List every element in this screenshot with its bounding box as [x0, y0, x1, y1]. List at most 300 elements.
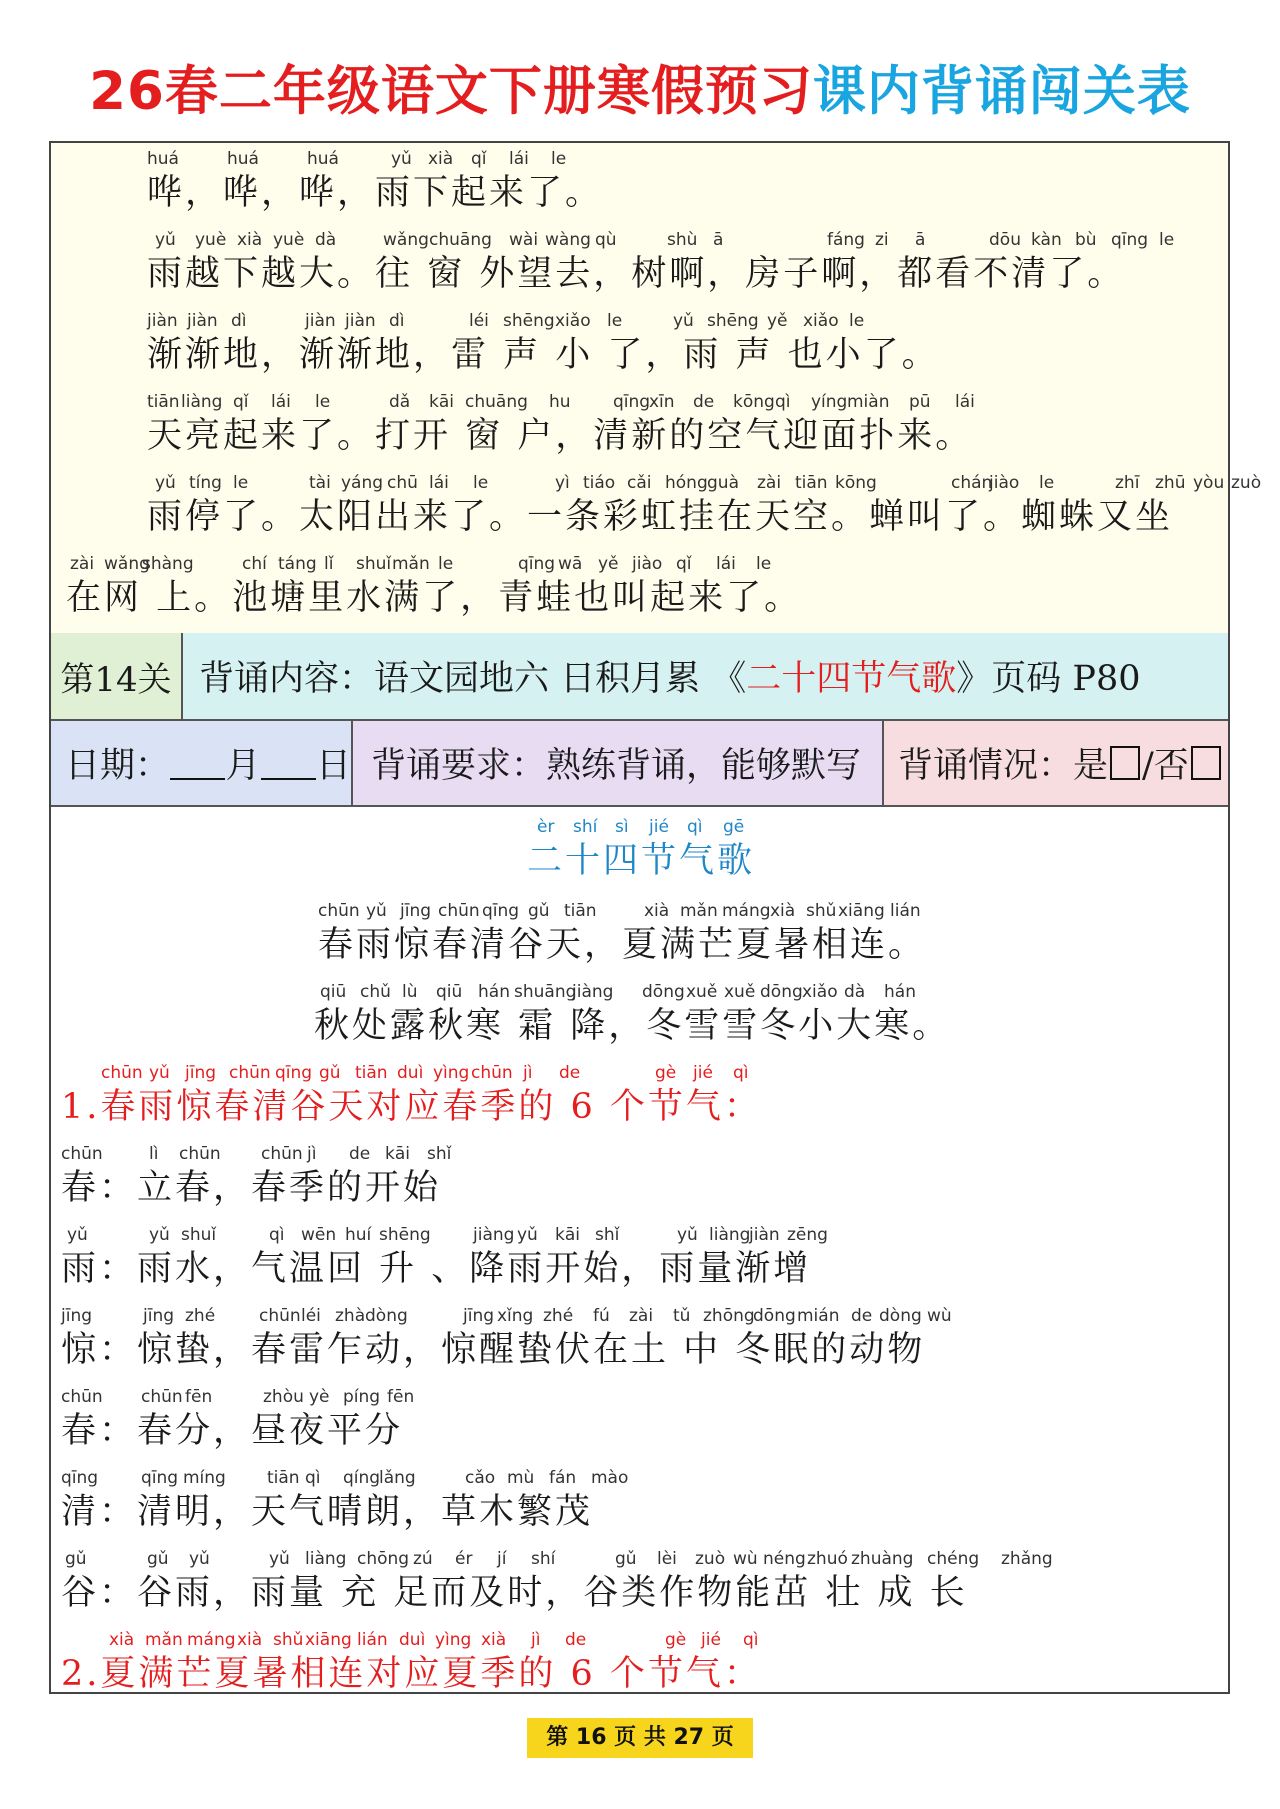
- pinyin: chūn: [229, 1063, 271, 1083]
- pinyin: zhòu: [263, 1387, 304, 1407]
- pinyin: liàng: [305, 1549, 347, 1569]
- pinyin: gǔ: [528, 901, 550, 921]
- pinyin: xuě: [724, 982, 756, 1002]
- pinyin: gē: [723, 817, 745, 837]
- pinyin: dōng: [760, 982, 803, 1002]
- pinyin: mào: [591, 1468, 629, 1488]
- pinyin: xiǎo: [802, 982, 838, 1002]
- pinyin: jí: [497, 1549, 507, 1569]
- song-title-highlight: 二十四节气歌: [746, 659, 957, 699]
- pinyin: hán: [478, 982, 510, 1002]
- pinyin: máng: [187, 1630, 236, 1650]
- day-blank[interactable]: [261, 746, 316, 780]
- pinyin: dì: [231, 311, 247, 331]
- pinyin: yíng: [811, 392, 848, 412]
- pinyin: zài: [629, 1306, 654, 1326]
- pinyin: duì: [397, 1063, 424, 1083]
- pinyin: táng: [278, 554, 317, 574]
- pinyin: yǔ: [366, 901, 387, 921]
- pinyin: chūn: [141, 1387, 183, 1407]
- pinyin: qù: [595, 230, 617, 250]
- pinyin-row: [318, 901, 1280, 923]
- pinyin: zhōng: [703, 1306, 755, 1326]
- pinyin: yè: [309, 1387, 330, 1407]
- pinyin: qì: [775, 392, 791, 412]
- pinyin: jì: [307, 1144, 317, 1164]
- pinyin-row: [147, 149, 1280, 171]
- pinyin: xià: [644, 901, 670, 921]
- pinyin: yáng: [341, 473, 384, 493]
- pinyin: xiǎo: [803, 311, 839, 331]
- pinyin: ā: [915, 230, 926, 250]
- pinyin: le: [438, 554, 454, 574]
- pinyin: xuě: [686, 982, 718, 1002]
- pinyin: shí: [531, 1549, 556, 1569]
- pinyin: lái: [955, 392, 975, 412]
- pinyin: tiān: [267, 1468, 300, 1488]
- pinyin: xīn: [649, 392, 675, 412]
- pinyin: jiàn: [147, 311, 178, 331]
- pinyin: huá: [307, 149, 339, 169]
- recitation-frame: [49, 141, 1262, 1694]
- pinyin: xià: [428, 149, 454, 169]
- pinyin: wù: [733, 1549, 758, 1569]
- pinyin: sì: [615, 817, 629, 837]
- pinyin: lái: [716, 554, 736, 574]
- pinyin: jiàng: [473, 1225, 515, 1245]
- pinyin: cǎo: [465, 1468, 496, 1488]
- status-separator: /否: [1142, 746, 1189, 786]
- pinyin: lái: [271, 392, 291, 412]
- pinyin: chūn: [438, 901, 480, 921]
- yes-checkbox[interactable]: [1110, 746, 1140, 780]
- pinyin: kāi: [385, 1144, 410, 1164]
- pinyin: liàng: [709, 1225, 751, 1245]
- pinyin: shēng: [503, 311, 555, 331]
- pinyin: jiàng: [572, 982, 614, 1002]
- pinyin: xiǎo: [555, 311, 591, 331]
- pinyin: hu: [549, 392, 571, 412]
- pinyin: shù: [667, 230, 698, 250]
- pinyin: léi: [469, 311, 489, 331]
- recite-requirement: 背诵要求：熟练背诵，能够默写: [353, 721, 884, 805]
- pinyin: le: [1039, 473, 1055, 493]
- pinyin: qǐ: [233, 392, 249, 412]
- pinyin: qīng: [61, 1468, 99, 1488]
- pinyin: shàng: [142, 554, 194, 574]
- passage-section: [51, 143, 1262, 635]
- pinyin-row: [61, 1630, 1211, 1652]
- pinyin: jiàn: [305, 311, 336, 331]
- pinyin: lián: [890, 901, 921, 921]
- pinyin: dì: [389, 311, 405, 331]
- pinyin: le: [473, 473, 489, 493]
- pinyin: chūn: [179, 1144, 221, 1164]
- month-blank[interactable]: [170, 746, 225, 780]
- pinyin: yǔ: [391, 149, 412, 169]
- pinyin: jīng: [61, 1306, 93, 1326]
- pinyin: shǔ: [273, 1630, 304, 1650]
- pinyin: dòng: [365, 1306, 408, 1326]
- page-number: 第 16 页 共 27 页: [527, 1718, 753, 1758]
- pinyin: tiān: [795, 473, 828, 493]
- pinyin: mǎn: [392, 554, 430, 574]
- pinyin: huá: [227, 149, 259, 169]
- pinyin: fáng: [827, 230, 865, 250]
- date-field[interactable]: [51, 721, 353, 805]
- pinyin: léi: [301, 1306, 321, 1326]
- pinyin: yǔ: [155, 473, 176, 493]
- pinyin: jié: [649, 817, 669, 837]
- pinyin: le: [849, 311, 865, 331]
- pinyin: qīng: [482, 901, 520, 921]
- note-heading-text: 2.夏满芒夏暑相连对应夏季的 6 个节气：: [61, 1654, 762, 1694]
- passage-text: 雨越下越大。往 窗 外望去，树啊，房子啊，都看不清了。: [147, 254, 1126, 294]
- pinyin: jiào: [632, 554, 663, 574]
- poem-section: [51, 807, 1228, 1692]
- pinyin-row: [147, 473, 1280, 495]
- pinyin: qǐ: [471, 149, 487, 169]
- pinyin-row: [61, 1549, 1211, 1571]
- pinyin: tiān: [355, 1063, 388, 1083]
- title-part-grade: 26春二年级语文下册: [89, 61, 597, 122]
- pinyin: yòu: [1193, 473, 1225, 493]
- pinyin-row: [147, 311, 1280, 333]
- pinyin: yǔ: [677, 1225, 698, 1245]
- pinyin: chí: [242, 554, 267, 574]
- pinyin: lái: [509, 149, 529, 169]
- pinyin: gè: [665, 1630, 687, 1650]
- pinyin: lèi: [657, 1549, 677, 1569]
- pinyin: dǎ: [389, 392, 411, 412]
- status-label: 背诵情况：是: [898, 746, 1109, 786]
- pinyin: jì: [531, 1630, 541, 1650]
- pinyin: shēng: [707, 311, 759, 331]
- pinyin: qì: [305, 1468, 321, 1488]
- pinyin: zhuó: [807, 1549, 848, 1569]
- pinyin-row: [66, 554, 1216, 576]
- pinyin: lù: [402, 982, 418, 1002]
- pinyin: zhé: [543, 1306, 574, 1326]
- pinyin: qì: [733, 1063, 749, 1083]
- pinyin: jīng: [400, 901, 432, 921]
- pinyin: kāi: [555, 1225, 580, 1245]
- month-label: 月: [225, 746, 261, 786]
- pinyin: chūn: [318, 901, 360, 921]
- pinyin: jiào: [989, 473, 1020, 493]
- pinyin: hán: [884, 982, 916, 1002]
- pinyin: jīng: [143, 1306, 175, 1326]
- pinyin: pū: [909, 392, 931, 412]
- poem-title-text: 二十四节气歌: [527, 841, 756, 881]
- pinyin: zēng: [787, 1225, 828, 1245]
- title-part-preview: 寒假预习: [596, 61, 813, 122]
- pinyin: chūn: [259, 1306, 301, 1326]
- pinyin: shuāng: [514, 982, 577, 1002]
- pinyin: gǔ: [147, 1549, 169, 1569]
- pinyin: xià: [481, 1630, 507, 1650]
- pinyin: yǔ: [67, 1225, 88, 1245]
- pinyin: wǎng: [104, 554, 150, 574]
- pinyin: fēn: [387, 1387, 415, 1407]
- pinyin: miàn: [847, 392, 890, 412]
- pinyin: tài: [309, 473, 331, 493]
- pinyin: yǔ: [517, 1225, 538, 1245]
- pinyin: yuè: [195, 230, 227, 250]
- solar-term-text: 春：立春，春季的开始: [61, 1168, 442, 1208]
- pinyin-row: [61, 1063, 1211, 1085]
- pinyin: qíng: [343, 1468, 381, 1488]
- pinyin: lǎng: [379, 1468, 416, 1488]
- pinyin: wàng: [545, 230, 591, 250]
- passage-text: 哗，哗，哗，雨下起来了。: [147, 173, 604, 213]
- pinyin: huá: [147, 149, 179, 169]
- pinyin: zi: [875, 230, 889, 250]
- pinyin: jiàn: [749, 1225, 780, 1245]
- pinyin: shuǐ: [181, 1225, 217, 1245]
- recite-content: [183, 633, 1228, 719]
- pinyin: chéng: [927, 1549, 980, 1569]
- poem-line-text: 秋处露秋寒 霜 降，冬雪雪冬小大寒。: [314, 1006, 951, 1046]
- pinyin: néng: [763, 1549, 806, 1569]
- pinyin: dà: [315, 230, 337, 250]
- recite-content-prefix: 背诵内容：语文园地六 日积月累 《: [199, 659, 747, 699]
- pinyin: bù: [1075, 230, 1097, 250]
- recite-content-suffix: 》页码 P80: [956, 659, 1141, 699]
- pinyin: yìng: [435, 1630, 472, 1650]
- pinyin: shǐ: [427, 1144, 452, 1164]
- note-heading-text: 1.春雨惊春清谷天对应春季的 6 个节气：: [61, 1087, 762, 1127]
- pinyin: yì: [555, 473, 570, 493]
- pinyin: xià: [237, 1630, 263, 1650]
- pinyin: chūn: [471, 1063, 513, 1083]
- pinyin-row: [61, 1387, 1211, 1409]
- pinyin: tǔ: [673, 1306, 691, 1326]
- pinyin: chū: [387, 473, 418, 493]
- solar-term-text: 春：春分，昼夜平分: [61, 1411, 404, 1451]
- pinyin: jiàn: [345, 311, 376, 331]
- pinyin: de: [349, 1144, 371, 1164]
- pinyin: duì: [399, 1630, 426, 1650]
- pinyin: wù: [927, 1306, 952, 1326]
- pinyin: shí: [573, 817, 598, 837]
- pinyin: qīng: [1111, 230, 1149, 250]
- pinyin: zuò: [695, 1549, 726, 1569]
- pinyin: mǎn: [145, 1630, 183, 1650]
- page-title: [0, 52, 1280, 132]
- pinyin: chǔ: [360, 982, 391, 1002]
- pinyin: xiāng: [838, 901, 885, 921]
- pinyin: le: [756, 554, 772, 574]
- passage-text: 渐渐地，渐渐地，雷 声 小 了，雨 声 也小了。: [147, 335, 940, 375]
- pinyin: tiān: [147, 392, 180, 412]
- pinyin: chūn: [61, 1144, 103, 1164]
- pinyin: kàn: [1031, 230, 1062, 250]
- solar-term-text: 雨：雨水，气温回 升 、降雨开始，雨量渐增: [61, 1249, 812, 1289]
- pinyin: shēng: [379, 1225, 431, 1245]
- pinyin: yuè: [273, 230, 305, 250]
- pinyin: yě: [767, 311, 788, 331]
- pinyin: chūn: [101, 1063, 143, 1083]
- pinyin: míng: [183, 1468, 226, 1488]
- pinyin: qīng: [275, 1063, 313, 1083]
- pinyin: wǎng: [383, 230, 429, 250]
- pinyin: hóng: [665, 473, 708, 493]
- pinyin-row: [61, 1144, 1211, 1166]
- pinyin: dōu: [989, 230, 1021, 250]
- pinyin: wài: [509, 230, 539, 250]
- pinyin: qì: [269, 1225, 285, 1245]
- pinyin: fēn: [185, 1387, 213, 1407]
- pinyin: xià: [109, 1630, 135, 1650]
- pinyin: chōng: [357, 1549, 410, 1569]
- pinyin: qiū: [320, 982, 347, 1002]
- pinyin: tíng: [189, 473, 222, 493]
- pinyin: cǎi: [627, 473, 652, 493]
- pinyin: tiān: [564, 901, 597, 921]
- pinyin: yě: [598, 554, 619, 574]
- pinyin-row: [147, 230, 1280, 252]
- pinyin: jiàn: [187, 311, 218, 331]
- pinyin: liàng: [181, 392, 223, 412]
- pinyin: gǔ: [319, 1063, 341, 1083]
- title-part-table: 课内背诵闯关表: [812, 61, 1191, 122]
- pinyin: zhǎng: [1001, 1549, 1053, 1569]
- pinyin: chūn: [261, 1144, 303, 1164]
- pinyin: lái: [429, 473, 449, 493]
- level-label: 第14关: [51, 633, 183, 719]
- pinyin-row: [61, 1225, 1211, 1247]
- pinyin: chuāng: [429, 230, 492, 250]
- pinyin: tiáo: [583, 473, 616, 493]
- pinyin: zài: [757, 473, 782, 493]
- pinyin: lǐ: [324, 554, 334, 574]
- pinyin: gǔ: [65, 1549, 87, 1569]
- solar-term-text: 清：清明，天气晴朗，草木繁茂: [61, 1492, 594, 1532]
- pinyin: chuāng: [465, 392, 528, 412]
- day-label: 日: [315, 746, 351, 786]
- pinyin: de: [851, 1306, 873, 1326]
- pinyin: fú: [593, 1306, 610, 1326]
- pinyin: zhū: [1155, 473, 1186, 493]
- pinyin: yǔ: [149, 1063, 170, 1083]
- pinyin-row: [527, 817, 1280, 839]
- pinyin: mù: [507, 1468, 535, 1488]
- pinyin: píng: [343, 1387, 381, 1407]
- pinyin: shǔ: [806, 901, 837, 921]
- pinyin: wā: [558, 554, 583, 574]
- pinyin: chūn: [61, 1387, 103, 1407]
- pinyin: dōng: [753, 1306, 796, 1326]
- pinyin: qīng: [613, 392, 651, 412]
- pinyin: ā: [713, 230, 724, 250]
- pinyin: gǔ: [615, 1549, 637, 1569]
- pinyin: kōng: [733, 392, 775, 412]
- solar-term-text: 谷：谷雨，雨量 充 足而及时，谷类作物能茁 壮 成 长: [61, 1573, 968, 1613]
- pinyin: shuǐ: [356, 554, 392, 574]
- pinyin: mǎn: [680, 901, 718, 921]
- pinyin: ér: [455, 1549, 473, 1569]
- pinyin: zú: [413, 1549, 433, 1569]
- pinyin: máng: [722, 901, 771, 921]
- pinyin: jīng: [463, 1306, 495, 1326]
- pinyin: zhī: [1115, 473, 1140, 493]
- pinyin: qì: [687, 817, 703, 837]
- pinyin: qiū: [436, 982, 463, 1002]
- pinyin-row: [61, 1306, 1211, 1328]
- pinyin: zhà: [335, 1306, 366, 1326]
- pinyin: le: [1159, 230, 1175, 250]
- pinyin: jīng: [185, 1063, 217, 1083]
- pinyin: shǐ: [595, 1225, 620, 1245]
- pinyin: qīng: [518, 554, 556, 574]
- solar-term-text: 惊：惊蛰，春雷乍动，惊醒蛰伏在土 中 冬眠的动物: [61, 1330, 926, 1370]
- pinyin: yìng: [433, 1063, 470, 1083]
- pinyin: wēn: [301, 1225, 337, 1245]
- pinyin: dà: [844, 982, 866, 1002]
- pinyin: gè: [655, 1063, 677, 1083]
- pinyin: jié: [693, 1063, 713, 1083]
- passage-text: 雨停了。太阳出来了。一条彩虹挂在天空。蝉叫了。蜘蛛又坐: [147, 497, 1174, 537]
- info-row: [51, 721, 1228, 807]
- pinyin: qì: [743, 1630, 759, 1650]
- pinyin: xiāng: [305, 1630, 352, 1650]
- date-label: 日期：: [65, 746, 171, 786]
- pinyin: xià: [237, 230, 263, 250]
- no-checkbox[interactable]: [1191, 746, 1221, 780]
- pinyin: dòng: [879, 1306, 922, 1326]
- recite-status: [884, 721, 1228, 805]
- passage-text: 天亮起来了。打开 窗 户，清新的空气迎面扑来。: [147, 416, 974, 456]
- pinyin: de: [559, 1063, 581, 1083]
- pinyin: zhé: [185, 1306, 216, 1326]
- level-row: [51, 633, 1228, 721]
- pinyin: yǔ: [155, 230, 176, 250]
- pinyin: dōng: [642, 982, 685, 1002]
- pinyin: de: [693, 392, 715, 412]
- pinyin: qǐ: [676, 554, 692, 574]
- pinyin: lián: [357, 1630, 388, 1650]
- pinyin: de: [565, 1630, 587, 1650]
- pinyin: zài: [70, 554, 95, 574]
- pinyin: kāi: [429, 392, 454, 412]
- pinyin: yǔ: [189, 1549, 210, 1569]
- pinyin: jié: [701, 1630, 721, 1650]
- pinyin: zuò: [1231, 473, 1262, 493]
- pinyin: le: [607, 311, 623, 331]
- pinyin: mián: [797, 1306, 840, 1326]
- pinyin: xià: [770, 901, 796, 921]
- pinyin: le: [551, 149, 567, 169]
- pinyin: le: [315, 392, 331, 412]
- pinyin: èr: [537, 817, 555, 837]
- pinyin: xǐng: [497, 1306, 534, 1326]
- pinyin: guà: [707, 473, 739, 493]
- pinyin: yǔ: [269, 1549, 290, 1569]
- pinyin: qīng: [141, 1468, 179, 1488]
- pinyin-row: [314, 982, 1280, 1004]
- pinyin-row: [147, 392, 1280, 414]
- poem-line-text: 春雨惊春清谷天，夏满芒夏暑相连。: [318, 925, 927, 965]
- passage-text: 在网 上。池塘里水满了，青蛙也叫起来了。: [66, 578, 803, 618]
- pinyin: le: [233, 473, 249, 493]
- pinyin: lì: [149, 1144, 159, 1164]
- pinyin: fán: [549, 1468, 577, 1488]
- pinyin: chán: [951, 473, 993, 493]
- pinyin: jì: [523, 1063, 533, 1083]
- pinyin: yǔ: [673, 311, 694, 331]
- pinyin-row: [61, 1468, 1211, 1490]
